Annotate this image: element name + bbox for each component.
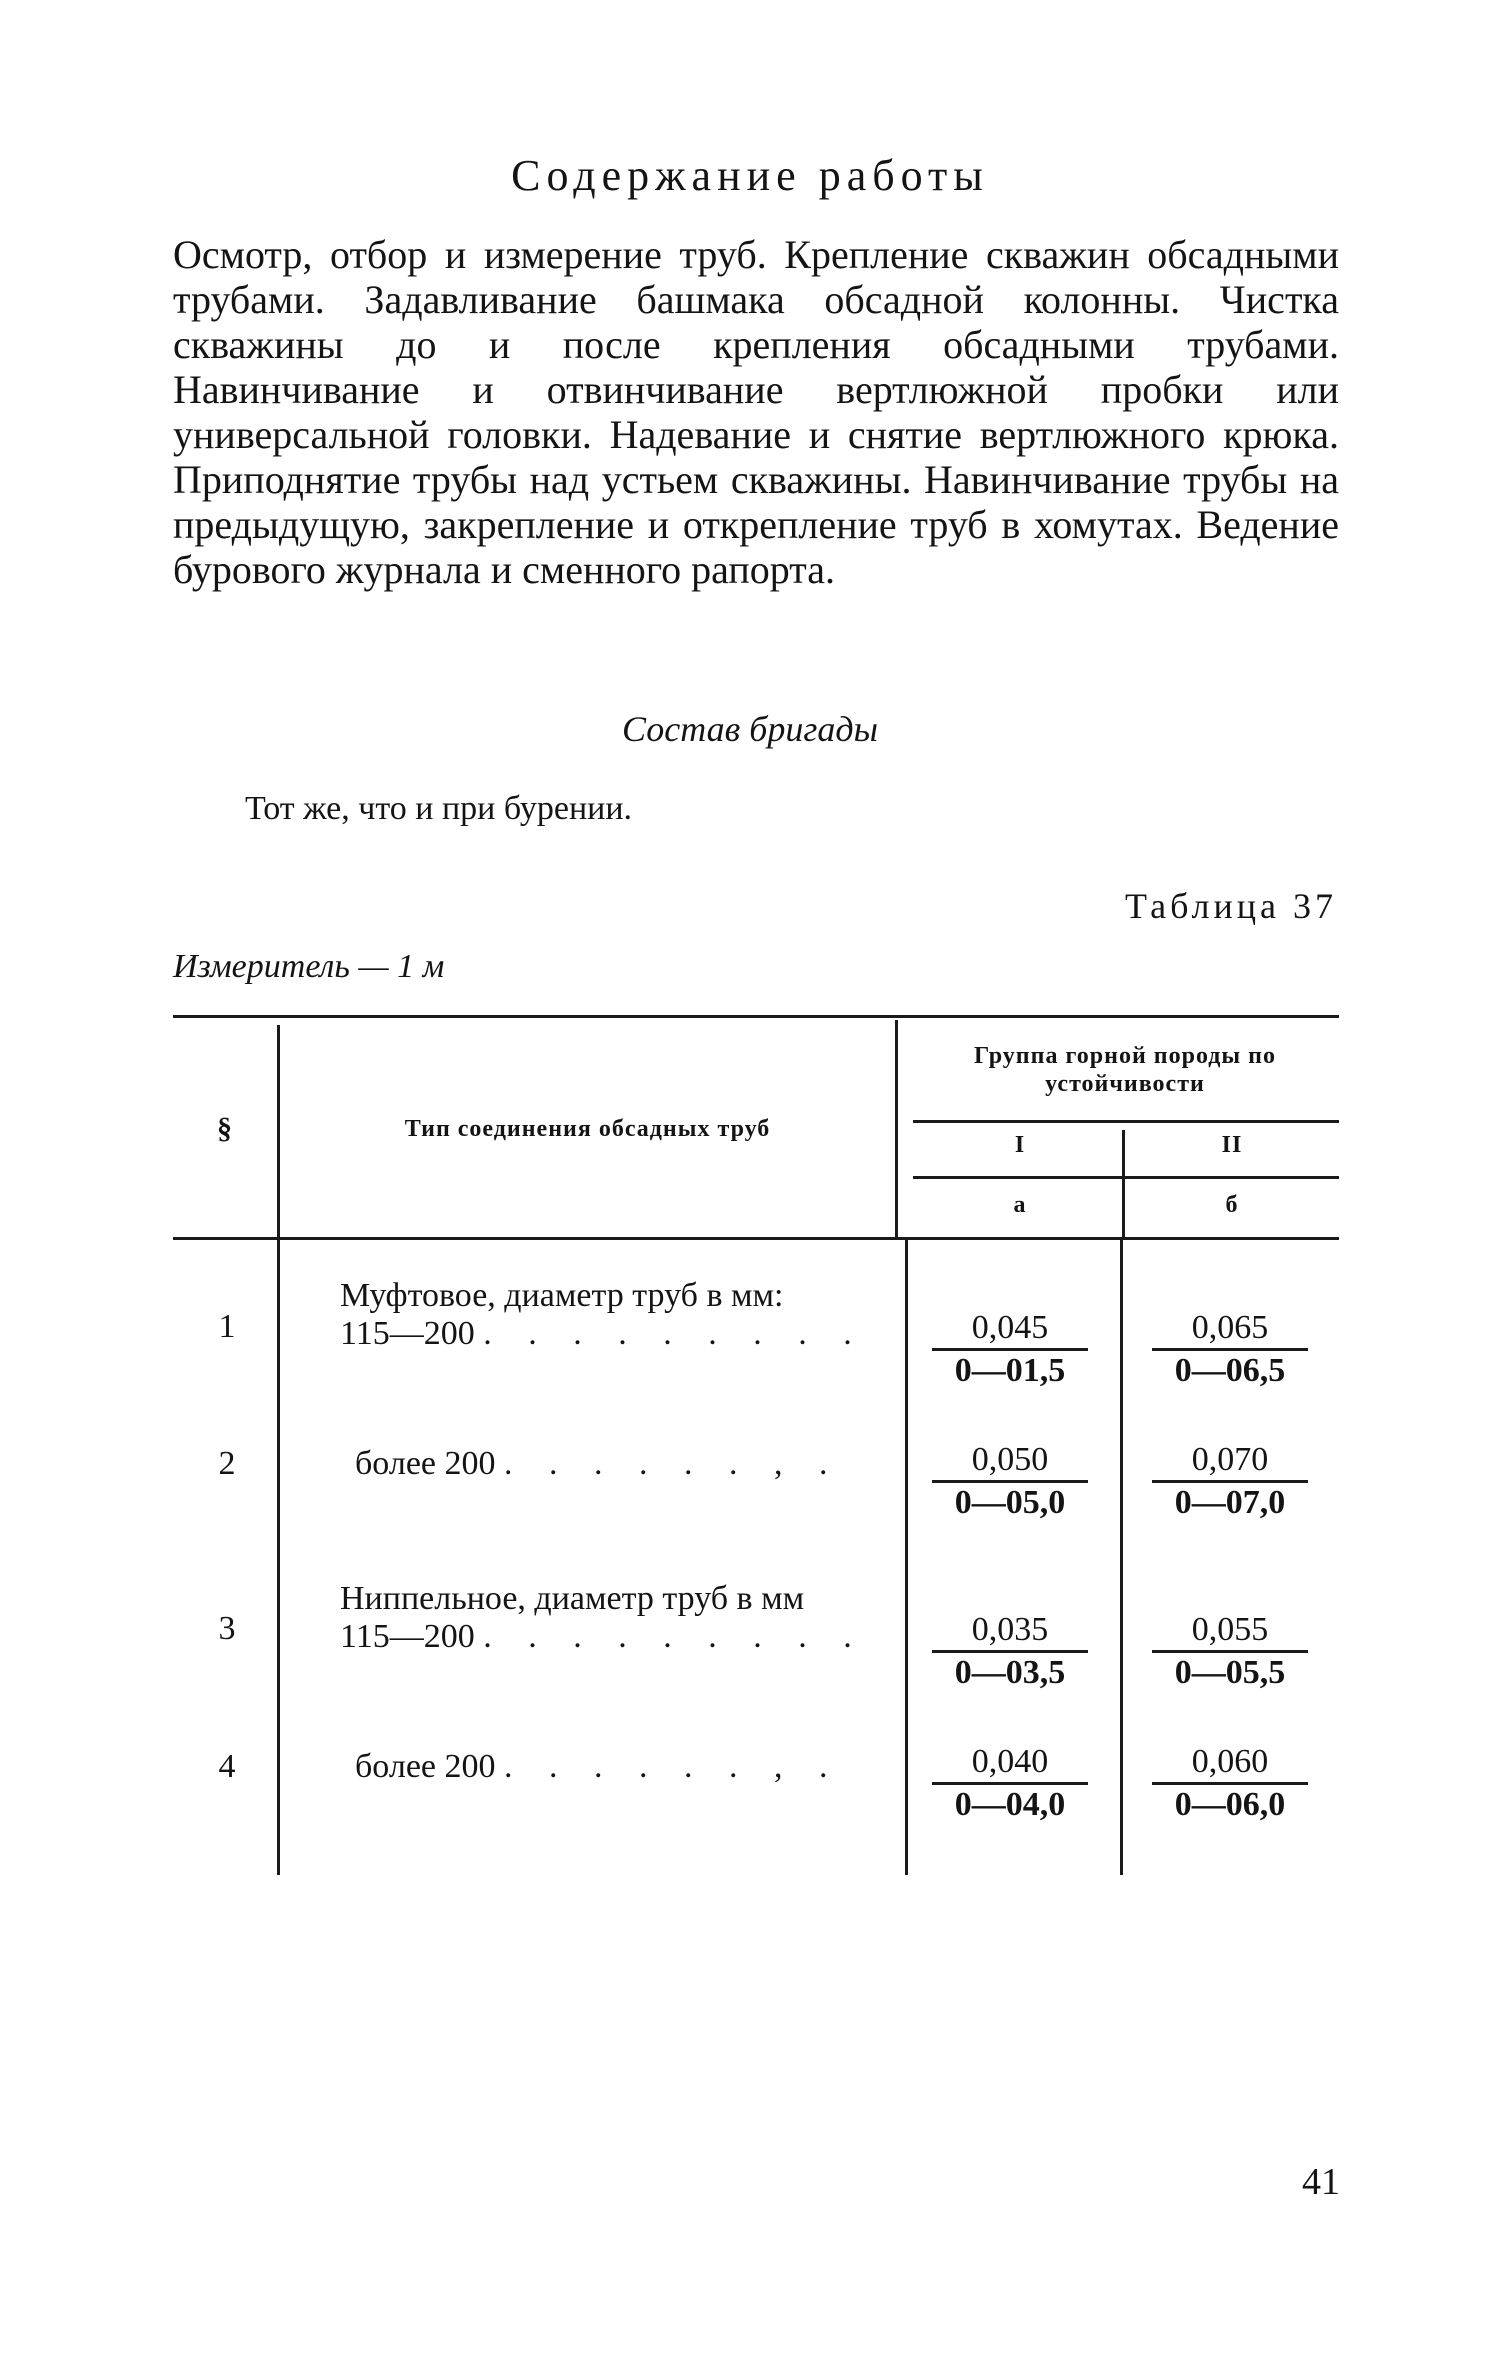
norm-time: 0,050 <box>971 1441 1049 1478</box>
value-group-I <box>930 1308 1090 1391</box>
row-number: 4 <box>218 1748 236 1785</box>
header-group: Группа горной породы по устойчивости <box>974 1043 1276 1097</box>
row-label <box>340 1315 866 1353</box>
header-roman-1: I <box>1014 1132 1026 1158</box>
header-letter-b: б <box>1225 1192 1239 1218</box>
row-number: 2 <box>218 1445 236 1482</box>
row-leader-dots: . . . . . . , . <box>504 1748 842 1785</box>
row-label <box>355 1748 842 1786</box>
row-label <box>340 1618 866 1656</box>
table-top-rule <box>173 1015 1339 1018</box>
norm-time: 0,065 <box>1191 1309 1269 1346</box>
value-group-II <box>1150 1440 1310 1523</box>
table-header-rule <box>173 1237 1339 1240</box>
row-label <box>355 1445 842 1483</box>
roman-rule <box>913 1176 1339 1179</box>
col-divider-3-body <box>1120 1240 1123 1875</box>
row-label-text: 115—200 <box>340 1618 475 1655</box>
value-group-I <box>930 1742 1090 1825</box>
row-label-text: более 200 <box>355 1748 496 1785</box>
row-group-label: Муфтовое, диаметр труб в мм: <box>340 1277 784 1314</box>
work-description: Осмотр, отбор и измерение труб. Крепление скважин обсадными трубами. Задавливание башмака обсадной колонны. Чистка скважины до и после крепления обсадными трубами. Навинчивание и отвинчивание вертлюжной пробки или универсальной головки. Надевание и снятие вертлюжного крюка. Приподнятие трубы над устьем скважины. Навинчивание трубы на предыдущую, закрепление и открепление труб в хомутах. Ведение бурового журнала и сменного рапорта. <box>173 232 1339 592</box>
header-type: Тип соединения обсадных труб <box>404 1116 771 1142</box>
norm-cost: 0—01,5 <box>954 1352 1066 1389</box>
row-leader-dots: . . . . . . . . . <box>483 1618 866 1655</box>
row-group-label: Ниппельное, диаметр труб в мм <box>340 1580 805 1617</box>
meter-label: Измеритель — 1 м <box>173 948 445 985</box>
group-rule <box>913 1120 1339 1123</box>
norm-cost: 0—06,0 <box>1174 1786 1286 1823</box>
row-number: 1 <box>218 1308 236 1345</box>
norm-cost: 0—05,0 <box>954 1484 1066 1521</box>
header-roman-2: II <box>1221 1132 1243 1158</box>
brigade-heading: Состав бригады <box>621 709 879 749</box>
norm-time: 0,035 <box>971 1611 1049 1648</box>
value-group-II <box>1150 1742 1310 1825</box>
row-leader-dots: . . . . . . , . <box>504 1445 842 1482</box>
col-divider-2-body <box>905 1240 908 1875</box>
col-divider-2 <box>895 1020 898 1237</box>
norm-time: 0,060 <box>1191 1743 1269 1780</box>
norm-time: 0,055 <box>1191 1611 1269 1648</box>
value-group-I <box>930 1610 1090 1693</box>
header-letter-a: а <box>1013 1192 1027 1218</box>
page-number: 41 <box>1302 2161 1340 2203</box>
norm-cost: 0—03,5 <box>954 1654 1066 1691</box>
row-number: 3 <box>218 1610 236 1647</box>
norm-time: 0,045 <box>971 1309 1049 1346</box>
norm-cost: 0—05,5 <box>1174 1654 1286 1691</box>
brigade-text: Тот же, что и при бурении. <box>245 790 633 827</box>
value-group-II <box>1150 1610 1310 1693</box>
norm-cost: 0—07,0 <box>1174 1484 1286 1521</box>
header-section: § <box>217 1112 233 1145</box>
table-label: Таблица 37 <box>1125 886 1337 926</box>
norm-time: 0,040 <box>971 1743 1049 1780</box>
norm-cost: 0—04,0 <box>954 1786 1066 1823</box>
row-leader-dots: . . . . . . . . . <box>483 1315 866 1352</box>
col-divider-1 <box>277 1025 280 1875</box>
section-heading: Содержание работы <box>511 151 989 200</box>
norm-cost: 0—06,5 <box>1174 1352 1286 1389</box>
norm-time: 0,070 <box>1191 1441 1269 1478</box>
value-group-I <box>930 1440 1090 1523</box>
value-group-II <box>1150 1308 1310 1391</box>
row-label-text: 115—200 <box>340 1315 475 1352</box>
row-label-text: более 200 <box>355 1445 496 1482</box>
